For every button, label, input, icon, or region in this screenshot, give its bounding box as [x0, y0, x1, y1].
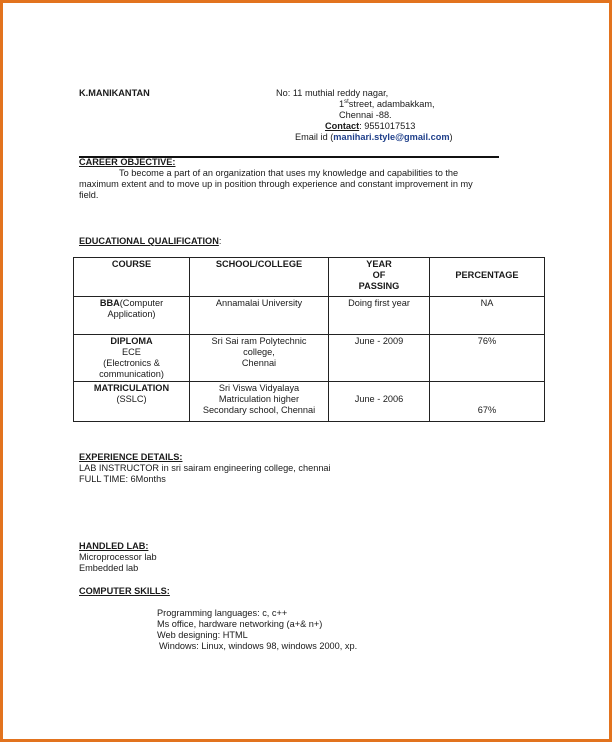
skill-line-3: Web designing: HTML — [157, 630, 248, 640]
course-detail: (Computer — [119, 298, 164, 308]
email-label: Email id ( — [295, 132, 334, 142]
course-detail: communication) — [99, 369, 164, 379]
course-cell — [74, 297, 190, 335]
col-percentage — [430, 258, 545, 297]
contact-line — [325, 121, 415, 132]
school-name: Matriculation higher — [218, 394, 300, 404]
percentage-cell — [430, 382, 545, 422]
year-value: June - 2009 — [354, 336, 404, 346]
course-detail: ECE — [122, 347, 141, 357]
col-year — [329, 258, 430, 297]
course-name: MATRICULATION — [93, 383, 170, 393]
school-cell — [190, 335, 329, 382]
percentage-value: NA — [480, 298, 494, 308]
table-row — [74, 382, 545, 422]
percentage-cell — [430, 297, 545, 335]
year-value: Doing first year — [348, 298, 410, 308]
school-name: Secondary school, Chennai — [202, 405, 316, 415]
computer-skills-heading: COMPUTER SKILLS: — [79, 586, 170, 596]
table-row — [74, 335, 545, 382]
contact-value: : 9551017513 — [359, 121, 416, 131]
col-school-label: SCHOOL/COLLEGE — [215, 259, 303, 269]
school-name: Annamalai University — [215, 298, 303, 308]
street-suffix: st — [344, 98, 349, 105]
email-close: ) — [449, 132, 453, 142]
lab-line-2: Embedded lab — [79, 563, 139, 573]
resume-page — [3, 3, 609, 739]
col-percentage-label: PERCENTAGE — [455, 270, 519, 280]
school-cell — [190, 382, 329, 422]
col-year-line-1: YEAR — [366, 259, 392, 269]
applicant-name: K.MANIKANTAN — [79, 88, 150, 98]
email-line — [295, 132, 453, 143]
percentage-value: 76% — [477, 336, 497, 346]
handled-lab-heading: HANDLED LAB: — [79, 541, 149, 551]
course-detail: (SSLC) — [116, 394, 147, 404]
address-line-2 — [339, 99, 435, 110]
course-cell — [74, 335, 190, 382]
col-year-line-3: PASSING — [358, 281, 400, 291]
table-row — [74, 297, 545, 335]
education-heading — [79, 236, 221, 247]
education-heading-colon: : — [218, 236, 222, 246]
education-heading-text: EDUCATIONAL QUALIFICATION — [79, 236, 219, 246]
course-name: DIPLOMA — [110, 336, 153, 346]
experience-line-2: FULL TIME: 6Months — [79, 474, 166, 484]
skill-line-4: Windows: Linux, windows 98, windows 2000, xp. — [159, 641, 358, 651]
year-cell — [329, 297, 430, 335]
percentage-cell — [430, 335, 545, 382]
school-name: Chennai — [241, 358, 277, 368]
school-cell — [190, 297, 329, 335]
percentage-value: 67% — [477, 405, 497, 415]
career-objective-heading: CAREER OBJECTIVE: — [79, 157, 176, 167]
street-name: street, adambakkam, — [348, 99, 435, 109]
school-name: Sri Viswa Vidyalaya — [218, 383, 300, 393]
col-course — [74, 258, 190, 297]
school-name: college, — [243, 347, 275, 357]
lab-line-1: Microprocessor lab — [79, 552, 157, 562]
career-objective-line-2: maximum extent and to move up in position through experience and constant improvement in my — [79, 179, 473, 189]
email-link[interactable]: manihari.style@gmail.com — [333, 132, 450, 142]
address-line-1: No: 11 muthial reddy nagar, — [276, 88, 389, 98]
course-cell — [74, 382, 190, 422]
skill-line-2: Ms office, hardware networking (a+& n+) — [157, 619, 323, 629]
street-number: 1 — [339, 99, 345, 109]
experience-heading: EXPERIENCE DETAILS: — [79, 452, 183, 462]
experience-line-1: LAB INSTRUCTOR in sri sairam engineering college, chennai — [79, 463, 331, 473]
school-name: Sri Sai ram Polytechnic — [211, 336, 307, 346]
course-detail: Application) — [107, 309, 156, 319]
education-table — [73, 257, 545, 422]
year-value: June - 2006 — [354, 394, 404, 404]
career-objective-line-3: field. — [79, 190, 99, 200]
table-header-row — [74, 258, 545, 297]
col-school — [190, 258, 329, 297]
course-name: BBA — [99, 298, 120, 308]
skill-line-1: Programming languages: c, c++ — [157, 608, 288, 618]
col-course-label: COURSE — [111, 259, 152, 269]
year-cell — [329, 335, 430, 382]
year-cell — [329, 382, 430, 422]
course-line — [77, 298, 186, 309]
course-detail: (Electronics & — [103, 358, 160, 368]
col-year-line-2: OF — [372, 270, 386, 280]
career-objective-line-1: To become a part of an organization that uses my knowledge and capabilities to the — [119, 168, 459, 178]
contact-label: Contact — [325, 121, 360, 131]
address-line-3: Chennai -88. — [339, 110, 392, 120]
